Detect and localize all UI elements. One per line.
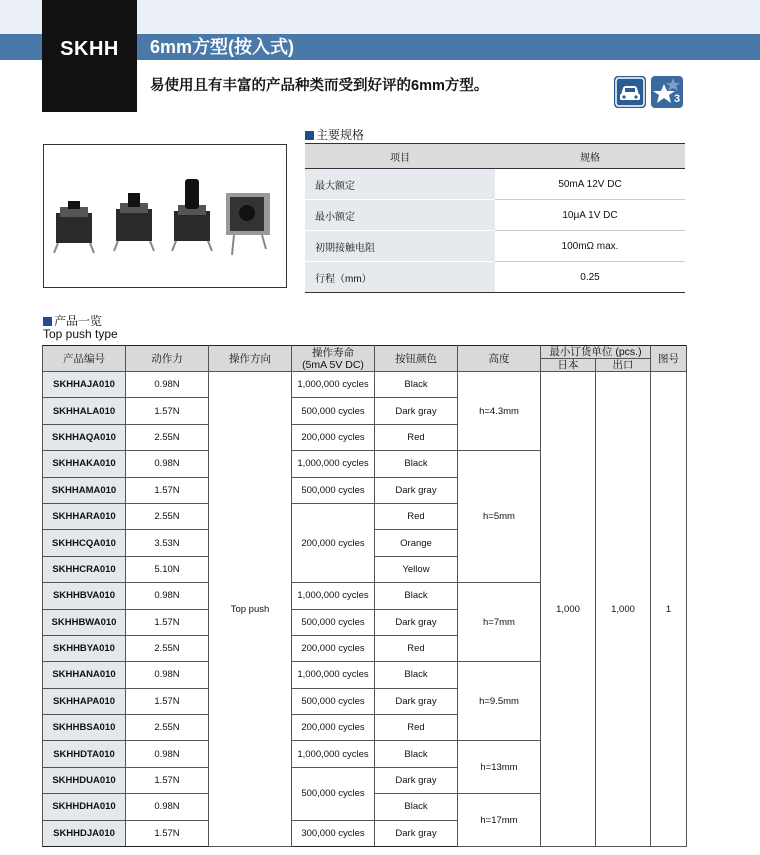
operating-life: 200,000 cycles xyxy=(292,424,375,450)
operating-force: 1.57N xyxy=(126,398,209,424)
button-color: Dark gray xyxy=(375,688,458,714)
part-number: SKHHALA010 xyxy=(43,398,126,424)
col-japan: 日本 xyxy=(541,359,596,372)
button-color: Red xyxy=(375,635,458,661)
operating-direction: Top push xyxy=(209,372,292,847)
height: h=9.5mm xyxy=(458,662,541,741)
specs-table xyxy=(305,143,685,293)
specs-title: 主要规格 xyxy=(316,128,365,142)
button-color: Black xyxy=(375,662,458,688)
button-color: Black xyxy=(375,372,458,398)
part-number: SKHHAMA010 xyxy=(43,477,126,503)
part-number: SKHHAQA010 xyxy=(43,424,126,450)
products-table xyxy=(42,345,687,847)
specs-col-value: 规格 xyxy=(495,144,685,169)
operating-force: 5.10N xyxy=(126,556,209,582)
figure-number: 1 xyxy=(651,372,687,847)
operating-life: 200,000 cycles xyxy=(292,503,375,582)
part-number: SKHHDJA010 xyxy=(43,820,126,846)
min-unit-japan: 1,000 xyxy=(541,372,596,847)
height: h=7mm xyxy=(458,583,541,662)
col-export: 出口 xyxy=(596,359,651,372)
spec-item: 最小额定 xyxy=(305,200,495,231)
operating-force: 1.57N xyxy=(126,820,209,846)
col-direction: 操作方向 xyxy=(209,346,292,372)
operating-life: 200,000 cycles xyxy=(292,715,375,741)
col-life xyxy=(292,346,375,372)
part-number: SKHHBVA010 xyxy=(43,583,126,609)
products-header-row xyxy=(43,346,687,359)
switch-image-3 xyxy=(172,179,212,251)
table-row xyxy=(305,231,685,262)
operating-force: 0.98N xyxy=(126,583,209,609)
part-number: SKHHAJA010 xyxy=(43,372,126,398)
star-3-icon xyxy=(651,76,683,108)
part-number: SKHHCRA010 xyxy=(43,556,126,582)
operating-force: 2.55N xyxy=(126,715,209,741)
specs-header-row xyxy=(305,144,685,169)
col-force: 动作力 xyxy=(126,346,209,372)
height: h=13mm xyxy=(458,741,541,794)
product-photo xyxy=(43,144,287,288)
operating-force: 1.57N xyxy=(126,609,209,635)
button-color: Dark gray xyxy=(375,767,458,793)
operating-force: 1.57N xyxy=(126,477,209,503)
specs-heading xyxy=(305,126,364,143)
part-number: SKHHBSA010 xyxy=(43,715,126,741)
part-number: SKHHDHA010 xyxy=(43,794,126,820)
col-life-line2: (5mA 5V DC) xyxy=(302,358,364,371)
tagline: 易使用且有丰富的产品种类而受到好评的6mm方型。 xyxy=(150,78,489,94)
part-number: SKHHBWA010 xyxy=(43,609,126,635)
button-color: Red xyxy=(375,424,458,450)
button-color: Black xyxy=(375,741,458,767)
operating-force: 0.98N xyxy=(126,662,209,688)
operating-life: 500,000 cycles xyxy=(292,477,375,503)
height: h=4.3mm xyxy=(458,372,541,451)
spec-value: 0.25 xyxy=(495,262,685,293)
button-color: Dark gray xyxy=(375,477,458,503)
button-color: Red xyxy=(375,715,458,741)
spec-value: 100mΩ max. xyxy=(495,231,685,262)
operating-life: 1,000,000 cycles xyxy=(292,372,375,398)
part-number: SKHHBYA010 xyxy=(43,635,126,661)
part-number: SKHHANA010 xyxy=(43,662,126,688)
operating-force: 2.55N xyxy=(126,424,209,450)
switch-image-1 xyxy=(54,201,94,253)
min-unit-export: 1,000 xyxy=(596,372,651,847)
spec-item: 初期接触电阻 xyxy=(305,231,495,262)
part-number: SKHHAPA010 xyxy=(43,688,126,714)
part-number: SKHHAKA010 xyxy=(43,451,126,477)
col-height: 高度 xyxy=(458,346,541,372)
spec-value: 50mA 12V DC xyxy=(495,169,685,200)
operating-life: 200,000 cycles xyxy=(292,635,375,661)
col-life-line1: 操作寿命 xyxy=(312,346,354,359)
col-color: 按钮颜色 xyxy=(375,346,458,372)
operating-force: 0.98N xyxy=(126,794,209,820)
switch-image-2 xyxy=(114,193,154,251)
spec-item: 行程（mm） xyxy=(305,262,495,293)
operating-force: 2.55N xyxy=(126,635,209,661)
part-number: SKHHDUA010 xyxy=(43,767,126,793)
operating-life: 300,000 cycles xyxy=(292,820,375,846)
series-subtitle: 6mm方型(按入式) xyxy=(150,37,295,57)
col-fig: 图号 xyxy=(651,346,687,372)
operating-force: 0.98N xyxy=(126,372,209,398)
car-icon xyxy=(614,76,646,108)
operating-life: 500,000 cycles xyxy=(292,398,375,424)
button-color: Yellow xyxy=(375,556,458,582)
button-color: Orange xyxy=(375,530,458,556)
table-row xyxy=(305,169,685,200)
operating-life: 1,000,000 cycles xyxy=(292,583,375,609)
button-color: Black xyxy=(375,583,458,609)
operating-life: 1,000,000 cycles xyxy=(292,662,375,688)
button-color: Dark gray xyxy=(375,609,458,635)
star-level-label: 3 xyxy=(674,93,681,105)
operating-force: 3.53N xyxy=(126,530,209,556)
button-color: Black xyxy=(375,451,458,477)
products-subtitle: Top push type xyxy=(43,327,118,341)
operating-force: 1.57N xyxy=(126,767,209,793)
operating-life: 500,000 cycles xyxy=(292,609,375,635)
series-code: SKHH xyxy=(60,38,119,60)
operating-life: 500,000 cycles xyxy=(292,688,375,714)
table-row xyxy=(43,372,687,398)
button-color: Black xyxy=(375,794,458,820)
operating-life: 500,000 cycles xyxy=(292,767,375,820)
specs-col-item: 项目 xyxy=(305,144,495,169)
table-row xyxy=(305,262,685,293)
products-title: 产品一览 xyxy=(54,314,103,328)
operating-force: 0.98N xyxy=(126,451,209,477)
part-number: SKHHDTA010 xyxy=(43,741,126,767)
col-min-unit: 最小订货单位 (pcs.) xyxy=(541,346,651,359)
switch-image-4 xyxy=(226,193,270,255)
height: h=5mm xyxy=(458,451,541,583)
part-number: SKHHCQA010 xyxy=(43,530,126,556)
col-part-no: 产品编号 xyxy=(43,346,126,372)
operating-force: 2.55N xyxy=(126,503,209,529)
spec-value: 10μA 1V DC xyxy=(495,200,685,231)
table-row xyxy=(305,200,685,231)
spec-item: 最大额定 xyxy=(305,169,495,200)
button-color: Dark gray xyxy=(375,820,458,846)
operating-life: 1,000,000 cycles xyxy=(292,451,375,477)
operating-force: 1.57N xyxy=(126,688,209,714)
operating-life: 1,000,000 cycles xyxy=(292,741,375,767)
part-number: SKHHARA010 xyxy=(43,503,126,529)
button-color: Red xyxy=(375,503,458,529)
button-color: Dark gray xyxy=(375,398,458,424)
operating-force: 0.98N xyxy=(126,741,209,767)
height: h=17mm xyxy=(458,794,541,847)
